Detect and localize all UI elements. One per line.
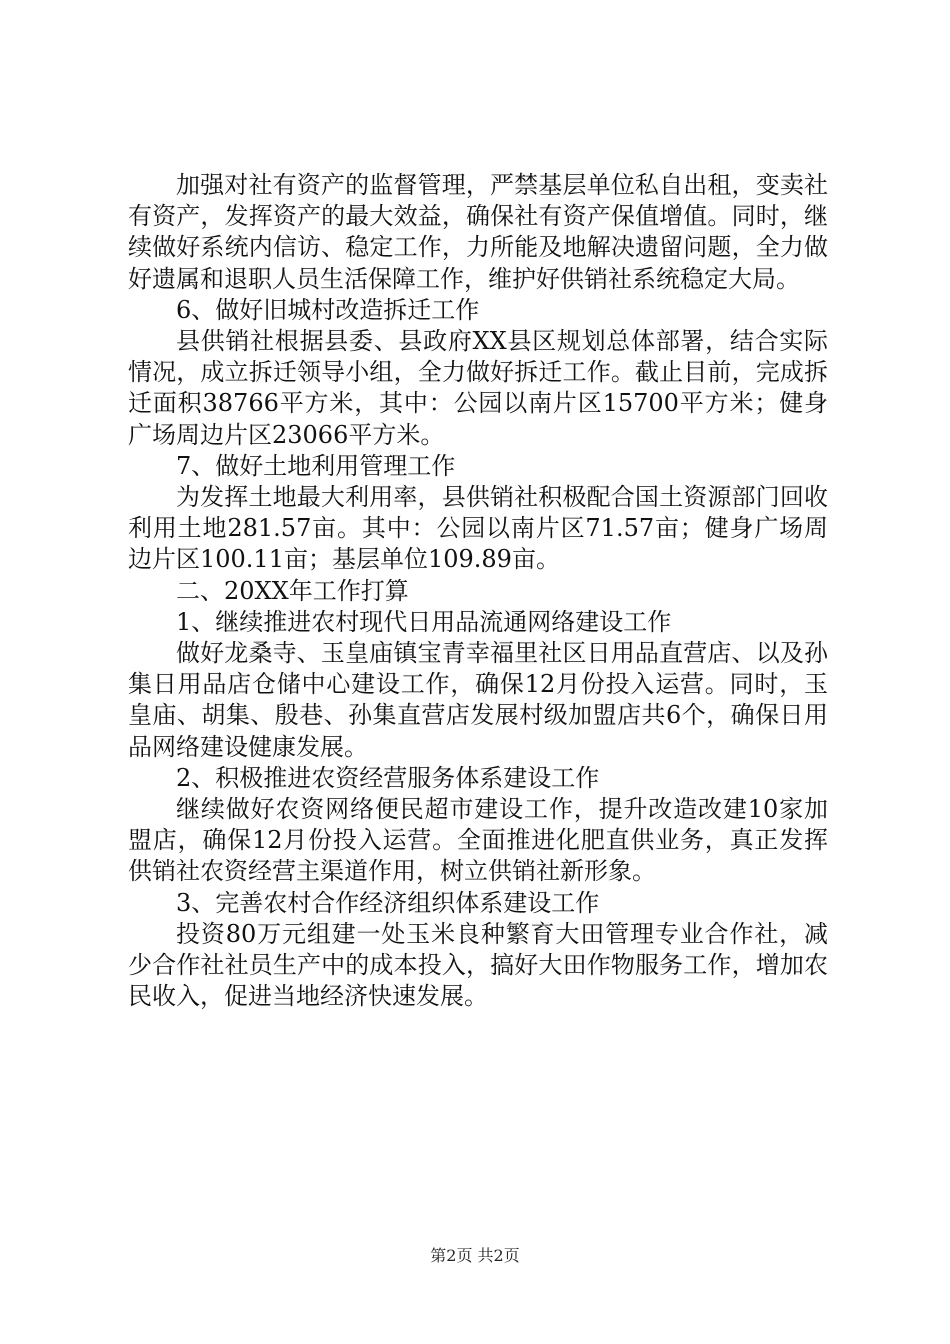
paragraph-asset-management: 加强对社有资产的监督管理，严禁基层单位私自出租，变卖社有资产，发挥资产的最大效益，确保社有资产保值增值。同时，继续做好系统内信访、稳定工作，力所能及地解决遗留问题，全力做好遗属和退职人员生活保障工作，维护好供销社系统稳定大局。 — [128, 171, 828, 293]
page-number-footer: 第2页 共2页 — [430, 1246, 520, 1265]
heading-item-7: 7、做好土地利用管理工作 — [176, 451, 456, 480]
heading-item-6: 6、做好旧城村改造拆迁工作 — [176, 295, 480, 324]
document-body — [128, 170, 828, 1012]
paragraph-land-use: 为发挥土地最大利用率，县供销社积极配合国土资源部门回收利用土地281.57亩。其中：公园以南片区71.57亩；健身广场周边片区100.11亩；基层单位109.89亩。 — [128, 483, 828, 574]
heading-plan-1: 1、继续推进农村现代日用品流通网络建设工作 — [176, 607, 672, 636]
paragraph-demolition: 县供销社根据县委、县政府XX县区规划总体部署，结合实际情况，成立拆迁领导小组，全力做好拆迁工作。截止目前，完成拆迁面积38766平方米，其中：公园以南片区15700平方米；健身广场周边片区23066平方米。 — [128, 327, 828, 449]
heading-plan-3: 3、完善农村合作经济组织体系建设工作 — [176, 888, 600, 917]
paragraph-plan-1: 做好龙桑寺、玉皇庙镇宝青幸福里社区日用品直营店、以及孙集日用品店仓储中心建设工作，确保12月份投入运营。同时，玉皇庙、胡集、殷巷、孙集直营店发展村级加盟店共6个，确保日用品网络建设健康发展。 — [128, 639, 828, 761]
paragraph-plan-2: 继续做好农资网络便民超市建设工作，提升改造改建10家加盟店，确保12月份投入运营。全面推进化肥直供业务，真正发挥供销社农资经营主渠道作用，树立供销社新形象。 — [128, 795, 828, 886]
paragraph-plan-3: 投资80万元组建一处玉米良种繁育大田管理专业合作社，减少合作社社员生产中的成本投入，搞好大田作物服务工作，增加农民收入，促进当地经济快速发展。 — [128, 919, 828, 1011]
heading-plan-2: 2、积极推进农资经营服务体系建设工作 — [176, 763, 600, 792]
section-heading-plan: 二、20XX年工作打算 — [176, 576, 409, 605]
